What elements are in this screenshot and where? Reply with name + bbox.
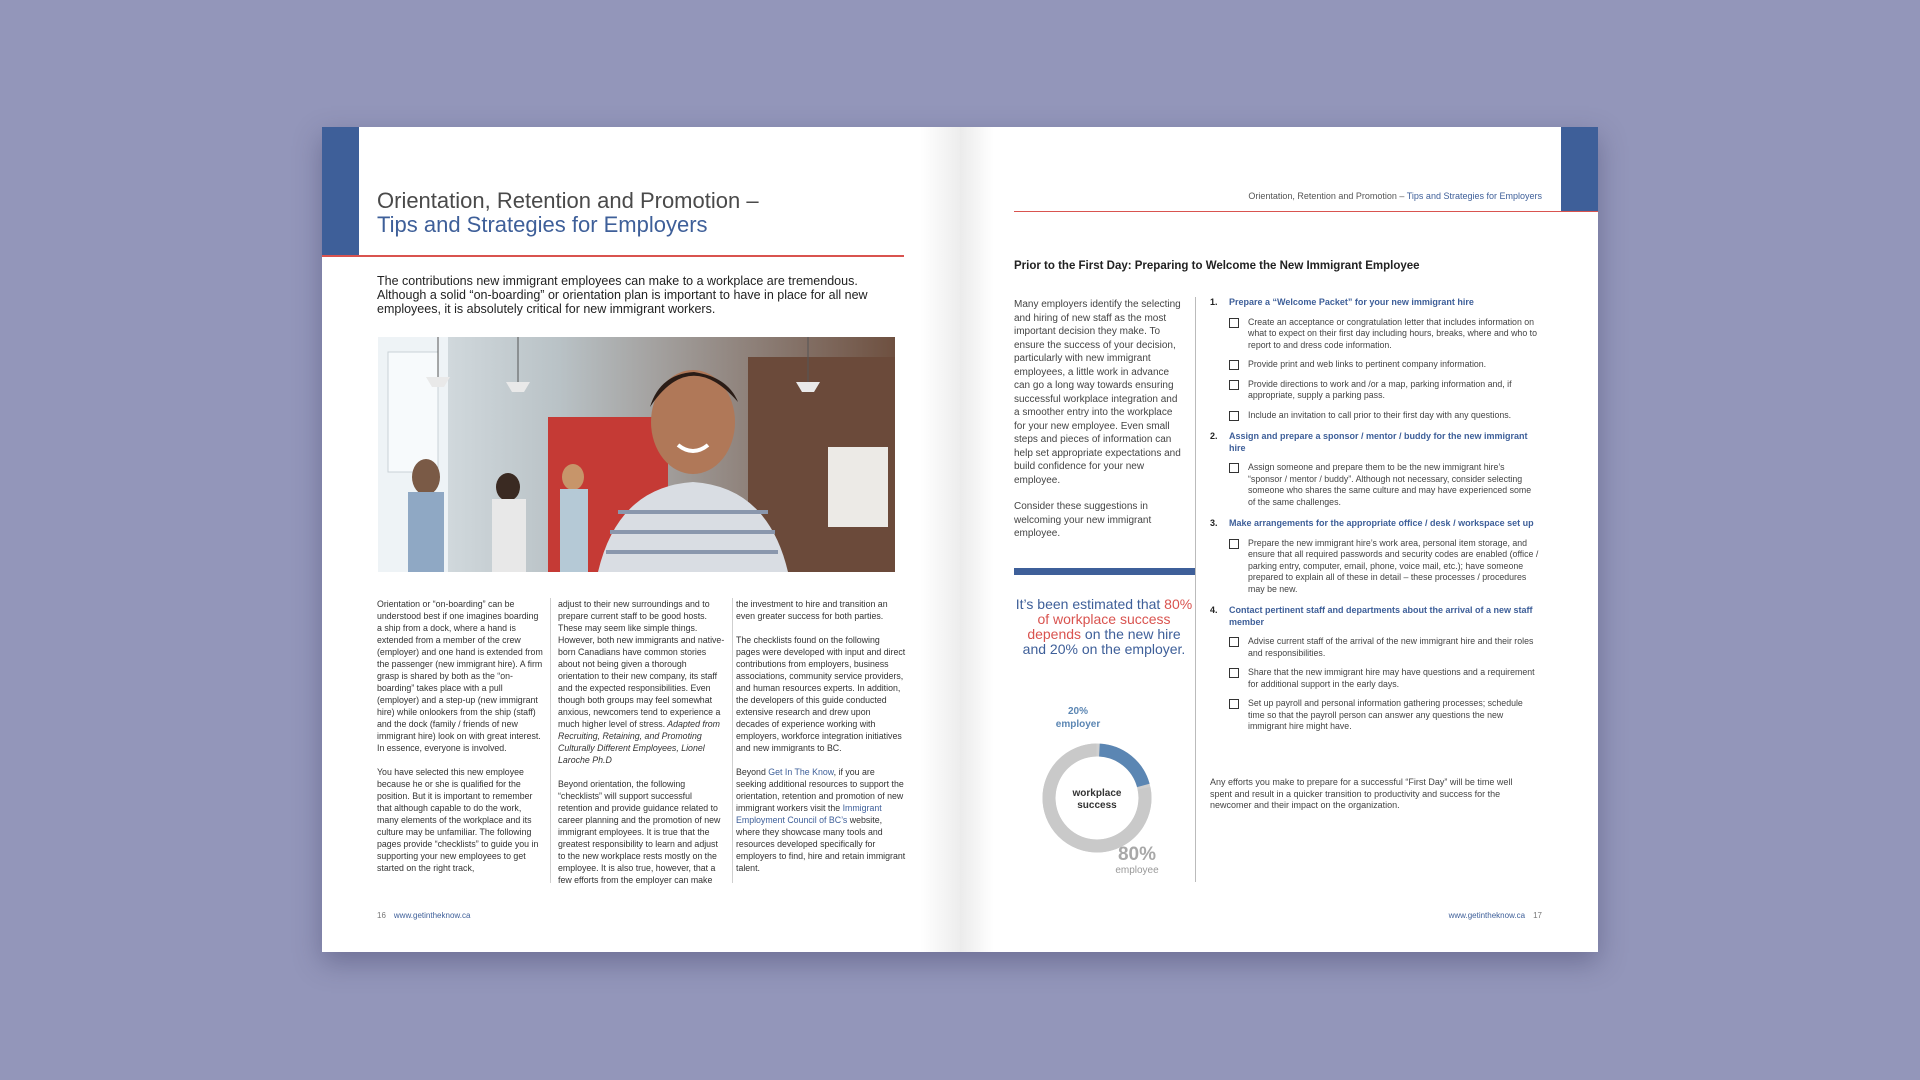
- workplace-success-donut-chart: [1025, 702, 1175, 877]
- col3-paragraph-3: [736, 766, 906, 874]
- donut-employer-pct: 20%: [1067, 706, 1089, 717]
- col3-text-b: , if you are seeking additional resources to support the orientation, retention and promotion of new immigrant workers visit the: [736, 767, 904, 813]
- iec-bc-link[interactable]: Immigrant Employment Council of BC’s: [736, 803, 882, 825]
- checklist-section-heading: [1210, 297, 1540, 309]
- donut-center-label-2: success: [1077, 800, 1117, 811]
- checklist-item-text: Prepare the new immigrant hire’s work area, personal item storage, and ensure that all required passwords and security codes are enabled (office / parking entry, computer, email, phone, voice mail, etc.); have someone prepared to explain all of these in detail – these processes / procedures may be new.: [1248, 537, 1539, 594]
- col1-paragraph-1: Orientation or “on-boarding” can be understood best if one imagines boarding a ship from a dock, where a hand is extended from a member of the crew (employer) and one hand is extended from the passenger (new immigrant hire). A firm grasp is shared by both as the “on-boarding” takes place with a pull (employer) and a step-up (new immigrant hire) while onlookers from the ship (staff) and the dock (family / friends of new immigrant hire) look on with great interest. In essence, everyone is involved.: [377, 599, 543, 753]
- checklist-heading-text: Make arrangements for the appropriate office / desk / workspace set up: [1229, 518, 1534, 528]
- stat-text-a: It’s been estimated that: [1015, 596, 1165, 612]
- donut-employer-label: employer: [1055, 719, 1101, 730]
- title-line-2: Tips and Strategies for Employers: [377, 212, 708, 237]
- statistic-callout: [1014, 597, 1194, 657]
- checklist-heading-text: Prepare a “Welcome Packet” for your new immigrant hire: [1229, 297, 1474, 307]
- checklist-item-text: Share that the new immigrant hire may have questions and a requirement for additional support in the early days.: [1248, 667, 1535, 689]
- body-column-3: [736, 598, 906, 886]
- checkbox-icon[interactable]: [1229, 411, 1239, 421]
- donut-center-label-1: workplace: [1072, 788, 1122, 799]
- checklist-item: [1210, 698, 1540, 733]
- checklist-number: 4.: [1210, 605, 1218, 615]
- col2-paragraph-2: Beyond orientation, the following “checklists” will support successful retention and provide guidance related to career planning and the promotion of new immigrant employees. It is true that the greatest responsibility to learn and adjust to the new workplace rests mostly on the employee. It is also true, however, that a few efforts from the employer can make: [558, 779, 721, 885]
- checklist-item: [1210, 359, 1540, 371]
- col3-text-a: Beyond: [736, 767, 769, 777]
- checkbox-icon[interactable]: [1229, 463, 1239, 473]
- brochure-spread: [322, 127, 1598, 952]
- checklist-section-heading: [1210, 518, 1540, 530]
- checklist-item-text: Assign someone and prepare them to be the new immigrant hire’s “sponsor / mentor / buddy”. Although not necessary, consider selecting someone who shares the same culture and may have experienced some of the same challenges.: [1248, 462, 1532, 507]
- smiling-man-office-photo: [378, 337, 895, 572]
- col2-paragraph-1-main: adjust to their new surroundings and to prepare current staff to be good hosts. These may seem like simple things. However, both new immigrants and native-born Canadians have common stories about not being given a thorough orientation to their new company, its staff and the expected responsibilities. Even though both groups may feel somewhat anxious, newcomers tend to experience a much higher level of stress.: [558, 599, 725, 729]
- running-header-b: Tips and Strategies for Employers: [1406, 191, 1542, 201]
- donut-segment-employer: [1099, 750, 1143, 785]
- title-rule: [322, 255, 904, 257]
- left-footer: [377, 911, 470, 920]
- right-page-number: 17: [1533, 911, 1542, 920]
- left-footer-url[interactable]: www.getintheknow.ca: [393, 911, 471, 920]
- checklist-heading-text: Contact pertinent staff and departments about the arrival of a new staff member: [1229, 605, 1533, 627]
- checklist: [1210, 297, 1540, 743]
- stat-text-b: 80% of workplace success: [1037, 596, 1193, 627]
- checklist-heading-text: Assign and prepare a sponsor / mentor / buddy for the new immigrant hire: [1229, 431, 1528, 453]
- get-in-the-know-link[interactable]: Get In The Know: [768, 767, 834, 777]
- col3-text-c: website, where they showcase many tools and resources developed specifically for employers to find, hire and retain immigrant talent.: [736, 815, 906, 873]
- checklist-item-text: Provide directions to work and /or a map, parking information and, if appropriate, supply a parking pass.: [1248, 378, 1512, 400]
- checklist-section-heading: [1210, 431, 1540, 454]
- sidebar-text: [1014, 298, 1181, 554]
- right-blue-tab: [1561, 127, 1598, 211]
- left-page: [322, 127, 960, 952]
- checklist-section-heading: [1210, 605, 1540, 628]
- checklist-item-text: Include an invitation to call prior to their first day with any questions.: [1248, 409, 1512, 420]
- right-footer: [1449, 911, 1542, 920]
- column-divider: [550, 598, 551, 883]
- col3-paragraph-1: the investment to hire and transition an even greater success for both parties.: [736, 599, 888, 621]
- checklist-item-text: Create an acceptance or congratulation letter that includes information on what to expect on their first day including hours, breaks, where and who to report to and dress code information.: [1248, 316, 1537, 350]
- checklist-item: [1210, 410, 1540, 422]
- col1-paragraph-2: You have selected this new employee because he or she is qualified for the position. But it is important to remember that although capable to do the work, many elements of the workplace and its culture may be unfamiliar. The following pages provide “checklists” to guide you in supporting your new employees to get started on the right track,: [377, 767, 539, 873]
- checklist-item: [1210, 462, 1540, 508]
- stat-text-c: depends: [1027, 626, 1082, 642]
- col2-citation: Adapted from Recruiting, Retaining, and Promoting Culturally Different Employees, Lionel Laroche Ph.D: [558, 719, 721, 765]
- section-heading: Prior to the First Day: Preparing to Welcome the New Immigrant Employee: [1014, 260, 1420, 272]
- checkbox-icon[interactable]: [1229, 637, 1239, 647]
- checklist-item: [1210, 538, 1540, 596]
- checklist-item: [1210, 379, 1540, 402]
- left-page-number: 16: [377, 911, 386, 920]
- closing-paragraph: Any efforts you make to prepare for a successful “First Day” will be time well spent and result in a quicker transition to productivity and success for the newcomer and their impact on the organization.: [1210, 777, 1513, 810]
- intro-paragraph: The contributions new immigrant employees can make to a workplace are tremendous. Although a solid “on-boarding” or orientation plan is important to have in place for all new employees, it is absolutely critical for new immigrant workers.: [377, 274, 868, 316]
- checklist-number: 2.: [1210, 431, 1218, 441]
- page-title: [377, 189, 877, 237]
- checklist-item-text: Provide print and web links to pertinent company information.: [1248, 359, 1487, 369]
- photo-illustration: [378, 337, 895, 572]
- checkbox-icon[interactable]: [1229, 539, 1239, 549]
- checklist-section: [1210, 297, 1540, 421]
- sidebar-accent-bar: [1014, 568, 1195, 575]
- checklist-item: [1210, 636, 1540, 659]
- sidebar-paragraph-1: Many employers identify the selecting and hiring of new staff as the most important decision they make. To ensure the success of your decision, particularly with new immigrant employees, a little work in advance can go a long way towards ensuring successful workplace integration and a smoother entry into the workplace for your new employee. Even small steps and pieces of information can help set appropriate expectations and build confidence for your new employee.: [1014, 299, 1181, 486]
- stat-text-d: on the new hire and 20% on the employer.: [1022, 626, 1186, 657]
- checkbox-icon[interactable]: [1229, 360, 1239, 370]
- col2-paragraph-1: [558, 598, 726, 766]
- checkbox-icon[interactable]: [1229, 668, 1239, 678]
- checklist-item-text: Set up payroll and personal information gathering processes; schedule time so that the payroll person can answer any questions the new immigrant hire might have.: [1248, 698, 1523, 731]
- checklist-number: 3.: [1210, 518, 1218, 528]
- running-header: [1248, 191, 1542, 201]
- checkbox-icon[interactable]: [1229, 380, 1239, 390]
- header-rule: [1014, 211, 1598, 212]
- checklist-section: [1210, 431, 1540, 508]
- right-footer-url[interactable]: www.getintheknow.ca: [1448, 911, 1526, 920]
- checkbox-icon[interactable]: [1229, 699, 1239, 709]
- title-line-1: Orientation, Retention and Promotion –: [377, 188, 759, 213]
- checklist-item: [1210, 317, 1540, 352]
- body-column-2: [558, 598, 726, 898]
- checkbox-icon[interactable]: [1229, 318, 1239, 328]
- col3-paragraph-2: The checklists found on the following pages were developed with input and direct contributions from employers, business associations, community service providers, and human resources experts. In addition, the developers of this guide conducted extensive research and drew upon decades of experience working with employers, workforce integration initiatives and new immigrants to BC.: [736, 635, 906, 753]
- vertical-divider: [1195, 297, 1196, 882]
- checklist-item-text: Advise current staff of the arrival of the new immigrant hire and their roles and responsibilities.: [1248, 636, 1534, 658]
- running-header-a: Orientation, Retention and Promotion –: [1248, 191, 1407, 201]
- left-blue-tab: [322, 127, 359, 255]
- checklist-number: 1.: [1210, 297, 1218, 307]
- body-column-1: [377, 598, 545, 886]
- column-divider: [732, 598, 733, 883]
- checklist-item: [1210, 667, 1540, 690]
- donut-employee-label: employee: [1115, 865, 1159, 876]
- checklist-section: [1210, 605, 1540, 733]
- checklist-section: [1210, 518, 1540, 595]
- right-page: [960, 127, 1598, 952]
- donut-employee-pct: 80%: [1117, 844, 1157, 865]
- sidebar-paragraph-2: Consider these suggestions in welcoming your new immigrant employee.: [1014, 501, 1152, 539]
